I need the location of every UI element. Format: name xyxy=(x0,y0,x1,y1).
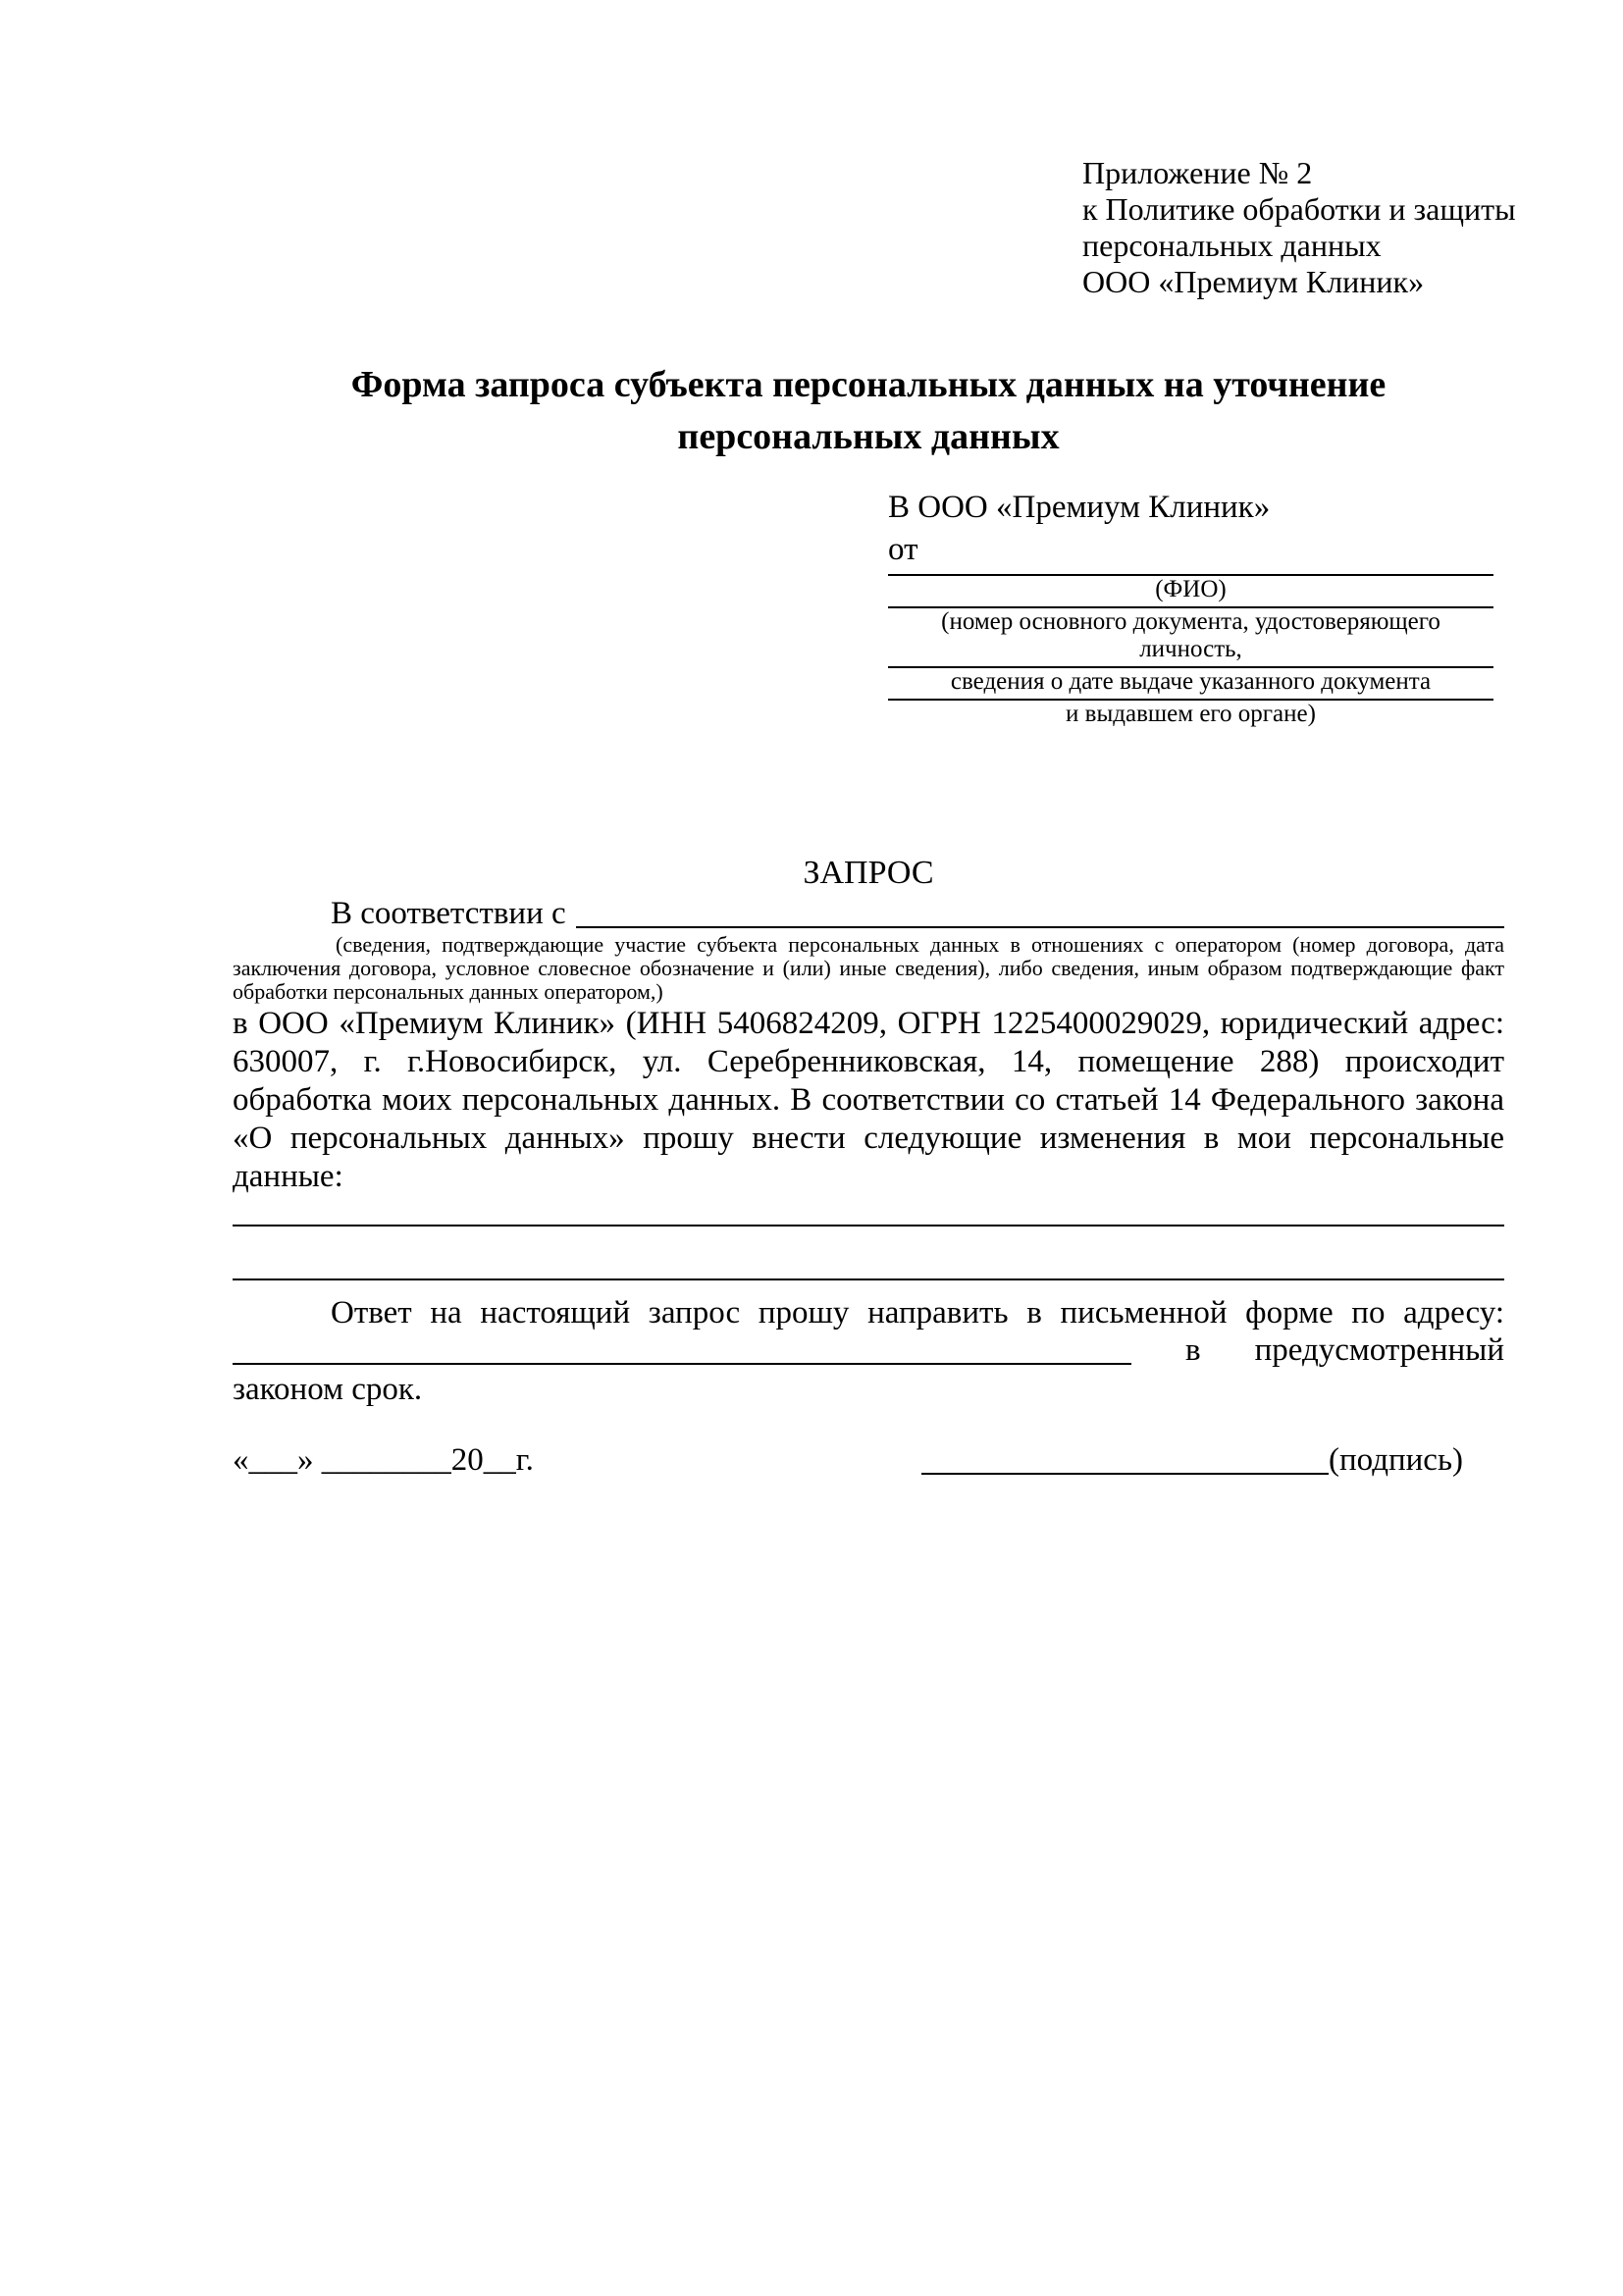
request-heading: ЗАПРОС xyxy=(803,855,934,891)
intro-line xyxy=(233,894,1504,933)
addressee-block xyxy=(888,487,1493,728)
reply-paragraph-line3: законом срок. xyxy=(233,1372,423,1407)
page-title-line1: Форма запроса субъекта персональных данных на уточнение xyxy=(350,364,1387,405)
date-fill-line: «___» ________20__г. xyxy=(233,1442,534,1478)
reply-address-blank-line xyxy=(233,1363,1131,1365)
changes-blank-line-2 xyxy=(233,1278,1504,1280)
fio-caption: (ФИО) xyxy=(1155,576,1227,602)
intro-caption: (сведения, подтверждающие участие субъекта персональных данных в отношениях с оператором (номер договора, дата заключения договора, условное словесное обозначение и (или) иные сведения), либо сведения, иным образом подтверждающие факт обработки персональных данных оператором,) xyxy=(233,932,1504,1004)
body-paragraph: в ООО «Премиум Клиник» (ИНН 5406824209, ОГРН 1225400029029, юридический адрес: 630007, г. г.Новосибирск, ул. Серебренниковская, 14, помещение 288) происходит обработка моих персональных данных. В соответствии со статьей 14 Федерального закона «О персональных данных» прошу внести следующие изменения в мои персональные данные: xyxy=(233,1006,1504,1194)
page-title xyxy=(233,359,1504,463)
document-issue-date-caption: сведения о дате выдаче указанного документа xyxy=(950,668,1432,695)
signature-group xyxy=(921,1440,1463,1480)
appendix-note xyxy=(1082,155,1516,300)
addressee-from: от xyxy=(888,532,918,567)
footer-row xyxy=(233,1440,1504,1480)
signature-blank-line xyxy=(921,1473,1329,1475)
appendix-note-line: Приложение № 2 xyxy=(1082,155,1313,190)
reply-word-predusmotrennyi: предусмотренный xyxy=(1254,1332,1504,1368)
reply-paragraph-line1: Ответ на настоящий запрос прошу направить в письменной форме по адресу: xyxy=(331,1295,1504,1331)
document-issuer-caption: и выдавшем его органе) xyxy=(1066,701,1316,727)
signature-caption: (подпись) xyxy=(1329,1442,1463,1478)
intro-blank-line xyxy=(576,926,1504,928)
intro-label: В соответствии с xyxy=(331,896,566,931)
reply-word-v: в xyxy=(1185,1332,1201,1368)
document-number-caption: (номер основного документа, удостоверяющего личность, xyxy=(941,608,1440,662)
appendix-note-line: ООО «Премиум Клиник» xyxy=(1082,264,1425,299)
changes-blank-line-1 xyxy=(233,1225,1504,1226)
addressee-to: В ООО «Премиум Клиник» xyxy=(888,490,1271,525)
reply-paragraph-line2 xyxy=(233,1331,1504,1370)
appendix-note-line: к Политике обработки и защиты xyxy=(1082,191,1516,227)
page-title-line2: персональных данных xyxy=(677,416,1060,457)
appendix-note-line: персональных данных xyxy=(1082,228,1382,263)
